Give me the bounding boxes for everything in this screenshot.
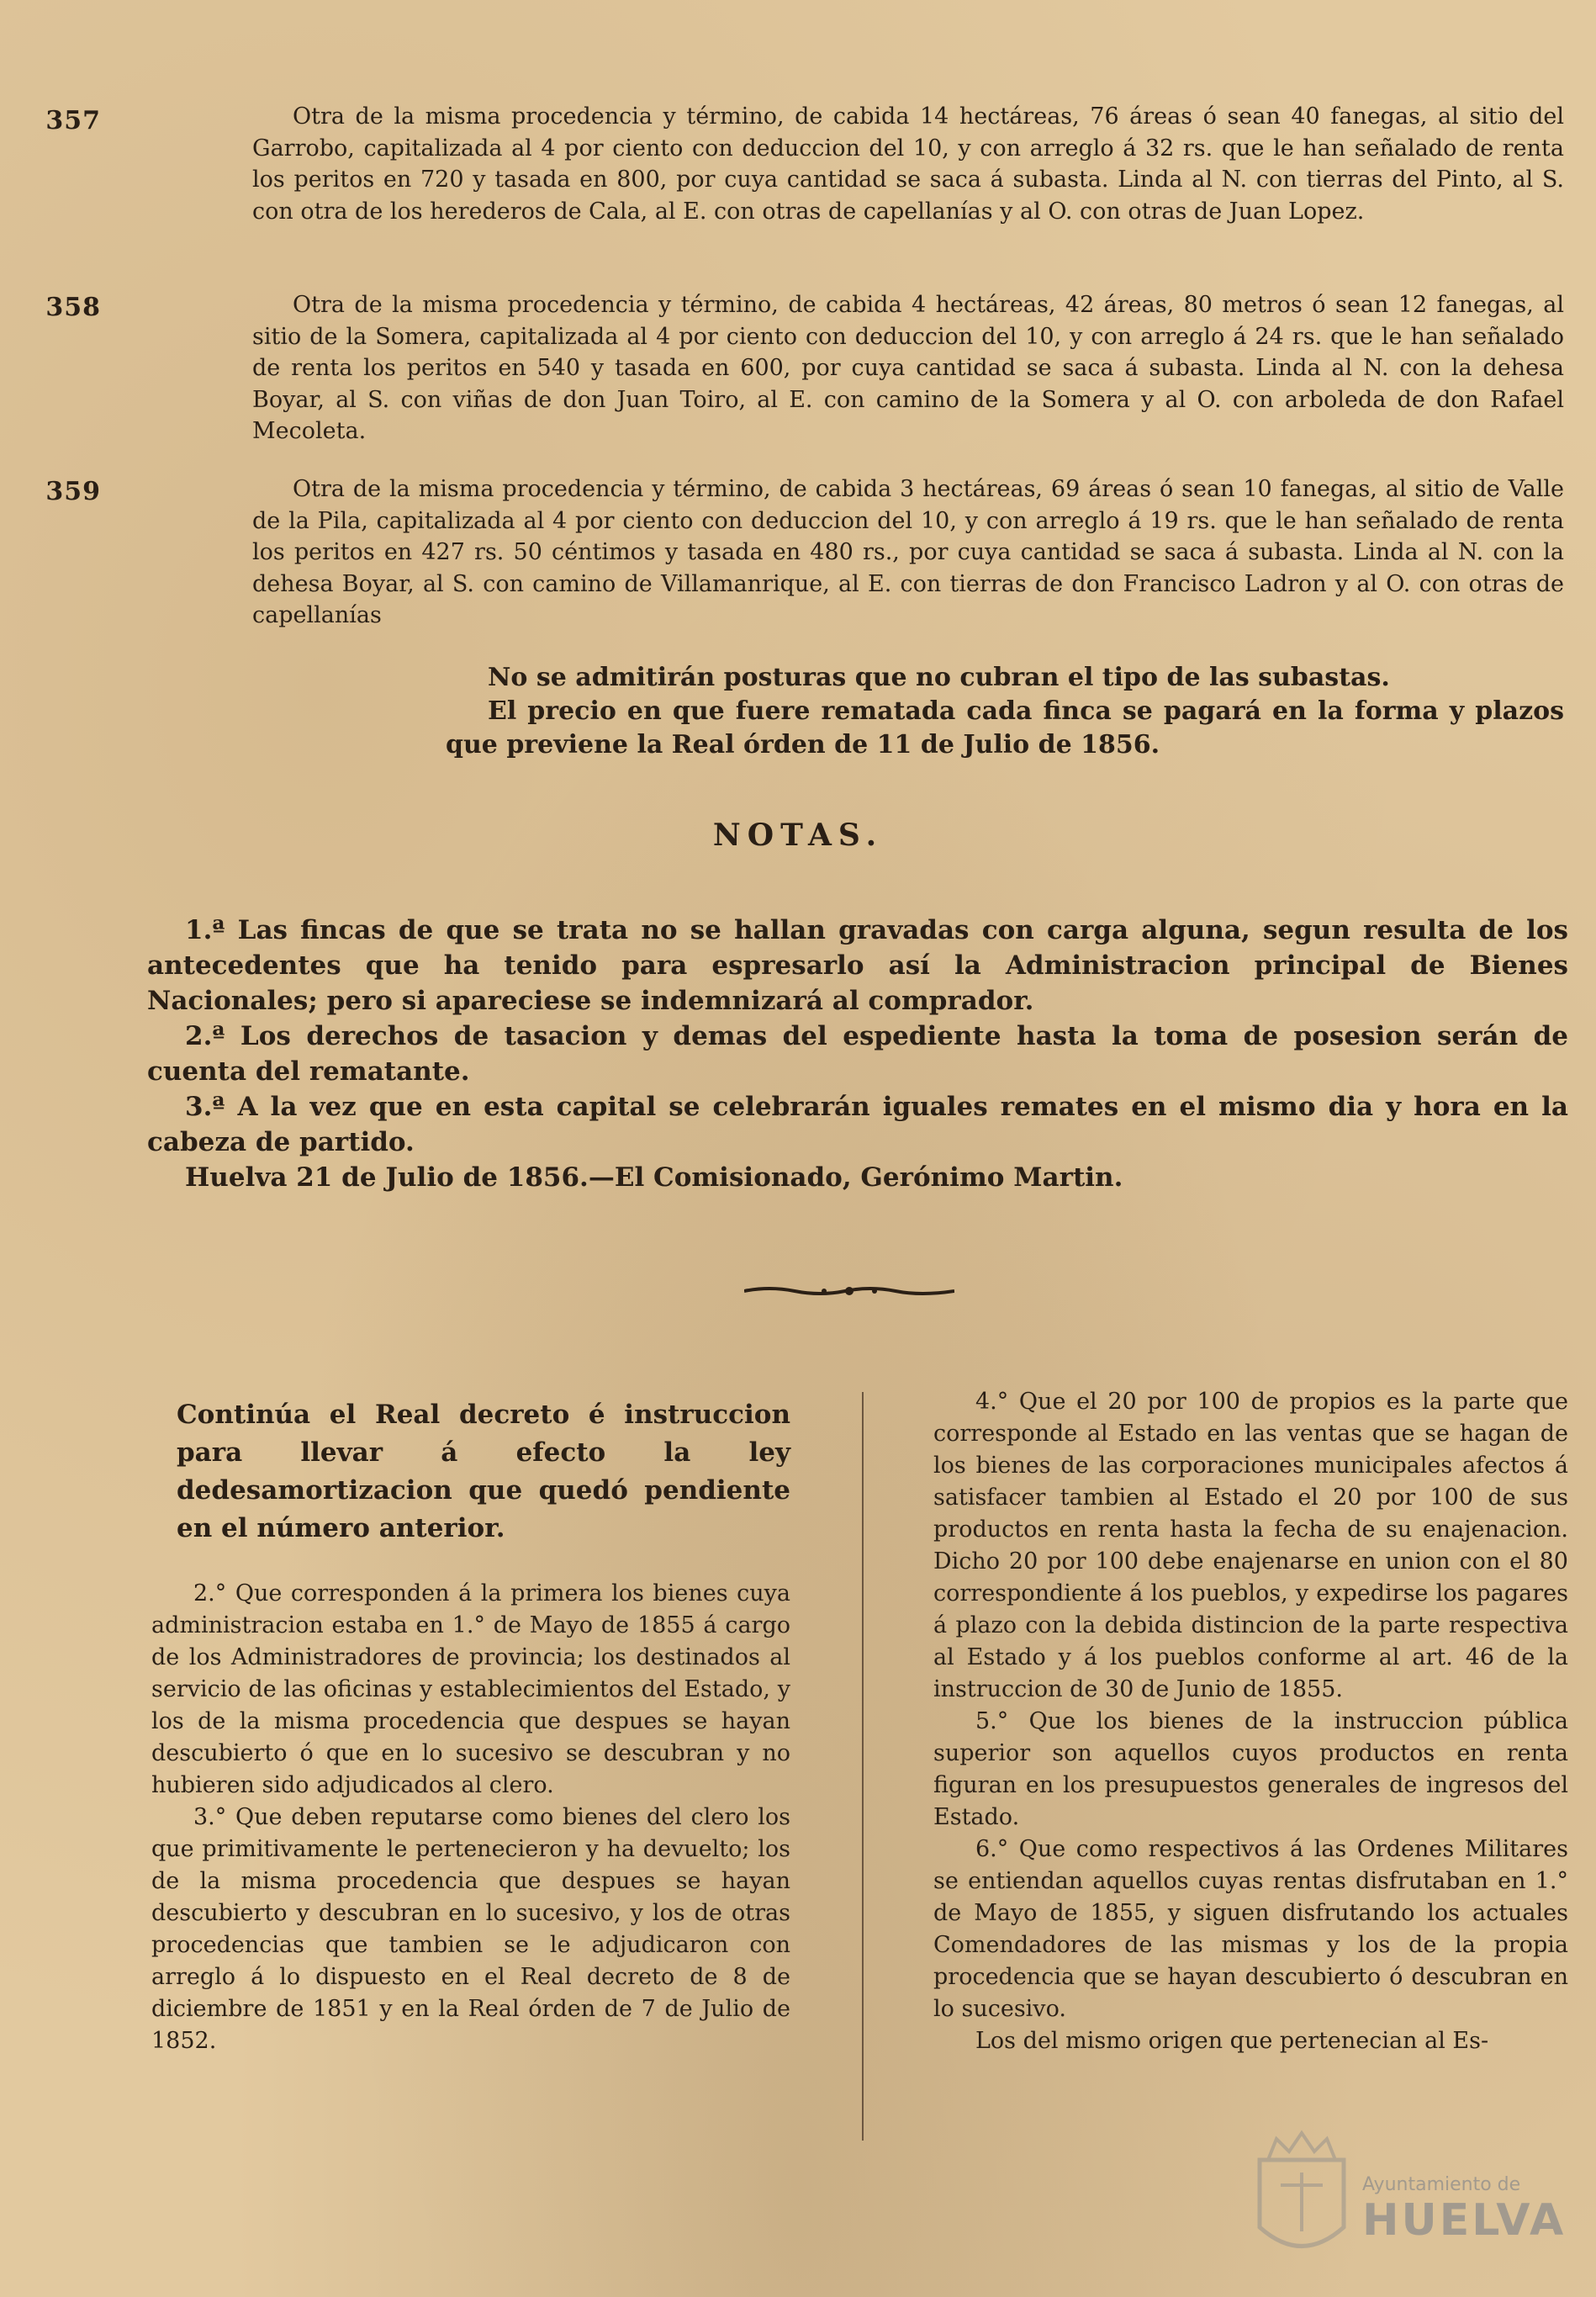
lot-description: Otra de la misma procedencia y término, de cabida 4 hectáreas, 42 áreas, 80 metros ó sean 12 fanegas, al sitio de la Somera, capitalizada al 4 por ciento con deduccion del 10, y con arreglo á 24 rs. que le han señalado de renta los peritos en 540 y tasada en 600, por cuya cantidad se saca á subasta. Linda al N. con la dehesa Boyar, al S. con viñas de don Juan Toiro, al E. con camino de la Somera y al O. con arboleda de don Rafael Mecoleta. bbox=[252, 292, 1564, 445]
lot-description: Otra de la misma procedencia y término, de cabida 3 hectáreas, 69 áreas ó sean 10 fanegas, al sitio de Valle de la Pila, capitalizada al 4 por ciento con deduccion del 10, y con arreglo á 19 rs. que le han señalado de renta los peritos en 427 rs. 50 céntimos y tasada en 480 rs., por cuya cantidad se saca á subasta. Linda al N. con la dehesa Boyar, al S. con camino de Villamanrique, al E. con tierras de don Francisco Ladron y al O. con otras de capellanías bbox=[252, 476, 1564, 629]
column-divider bbox=[862, 1392, 864, 2141]
decree-paragraph: 4.° Que el 20 por 100 de propios es la parte que corresponde al Estado en las ventas que se hagan de los bienes de las corporaciones municipales afectos á satisfacer tambien al Estado el 20 por 100 de sus productos en renta hasta la fecha de su enajenacion. Dicho 20 por 100 debe enajenarse en union con el 80 correspondiente á los pueblos, y expedirse los pagares á plazo con la debida distincion de la parte respectiva al Estado y á los pueblos conforme al art. 46 de la instruccion de 30 de Junio de 1855. bbox=[933, 1389, 1568, 1702]
condition-minimum-bid: No se admitirán posturas que no cubran el tipo de las subastas. bbox=[488, 663, 1390, 692]
watermark-small: Ayuntamiento de bbox=[1362, 2174, 1521, 2195]
decree-right-column bbox=[933, 1386, 1568, 2057]
ornament-divider bbox=[744, 1285, 954, 1297]
lot-number: 357 bbox=[45, 106, 101, 135]
decree-heading: Continúa el Real decreto é instruccion para llevar á efecto la ley dedesamortizacion que quedó pendiente en el número anterior. bbox=[177, 1400, 790, 1543]
notes-signature: Huelva 21 de Julio de 1856.—El Comisionado, Gerónimo Martin. bbox=[185, 1162, 1123, 1193]
note-1: 1.ª Las fincas de que se trata no se hallan gravadas con carga alguna, segun resulta de los antecedentes que ha tenido para espresarlo así la Administracion principal de Bienes Nacionales; pero si apareciese se indemnizará al comprador. bbox=[147, 915, 1568, 1016]
lot-description: Otra de la misma procedencia y término, de cabida 14 hectáreas, 76 áreas ó sean 40 fanegas, al sitio del Garrobo, capitalizada al 4 por ciento con deduccion del 10, y con arreglo á 32 rs. que le han señalado de renta los peritos en 720 y tasada en 800, por cuya cantidad se saca á subasta. Linda al N. con tierras del Pinto, al S. con otra de los herederos de Cala, al E. con otras de capellanías y al O. con otras de Juan Lopez. bbox=[252, 103, 1564, 225]
condition-payment: El precio en que fuere rematada cada finca se pagará en la forma y plazos que previene la Real órden de 11 de Julio de 1856. bbox=[446, 696, 1564, 759]
notes-section bbox=[147, 913, 1568, 1195]
auction-conditions bbox=[446, 661, 1564, 762]
decree-paragraph: 2.° Que corresponden á la primera los bienes cuya administracion estaba en 1.° de Mayo de 1855 á cargo de los Administradores de provincia; los destinados al servicio de las oficinas y establecimientos del Estado, y los de la misma procedencia que despues se hayan descubierto ó que en lo sucesivo se descubran y no hubieren sido adjudicados al clero. bbox=[151, 1580, 790, 1798]
note-2: 2.ª Los derechos de tasacion y demas del espediente hasta la toma de posesion serán de cuenta del rematante. bbox=[147, 1021, 1568, 1087]
notes-title: NOTAS. bbox=[712, 818, 884, 853]
decree-paragraph: 3.° Que deben reputarse como bienes del clero los que primitivamente le pertenecieron y ha devuelto; los de la misma procedencia que despues se hayan descubierto y descubran en lo sucesivo, y los de otras procedencias que tambien se le adjudicaron con arreglo á lo dispuesto en el Real decreto de 8 de diciembre de 1851 y en la Real órden de 7 de Julio de 1852. bbox=[151, 1804, 790, 2054]
lot-number: 359 bbox=[45, 477, 101, 506]
watermark bbox=[1362, 2174, 1566, 2246]
note-3: 3.ª A la vez que en esta capital se celebrarán iguales remates en el mismo dia y hora en la cabeza de partido. bbox=[147, 1092, 1568, 1157]
lot-357 bbox=[45, 101, 1564, 227]
watermark-big: HUELVA bbox=[1362, 2195, 1567, 2246]
decree-paragraph: 5.° Que los bienes de la instruccion pública superior son aquellos cuyos productos en renta figuran en los presupuestos generales de ingresos del Estado. bbox=[933, 1708, 1568, 1830]
decree-left-column bbox=[151, 1396, 790, 2057]
decree-paragraph: Los del mismo origen que pertenecian al Es- bbox=[975, 2028, 1489, 2054]
lot-358 bbox=[45, 289, 1564, 447]
decree-paragraph: 6.° Que como respectivos á las Ordenes Militares se entiendan aquellos cuyas rentas disfrutaban en 1.° de Mayo de 1855, y siguen disfrutando los actuales Comendadores de las mismas y los de la propia procedencia que se hayan descubierto ó descubran en lo sucesivo. bbox=[933, 1836, 1568, 2022]
lot-359 bbox=[45, 474, 1564, 632]
lot-number: 358 bbox=[45, 293, 101, 322]
